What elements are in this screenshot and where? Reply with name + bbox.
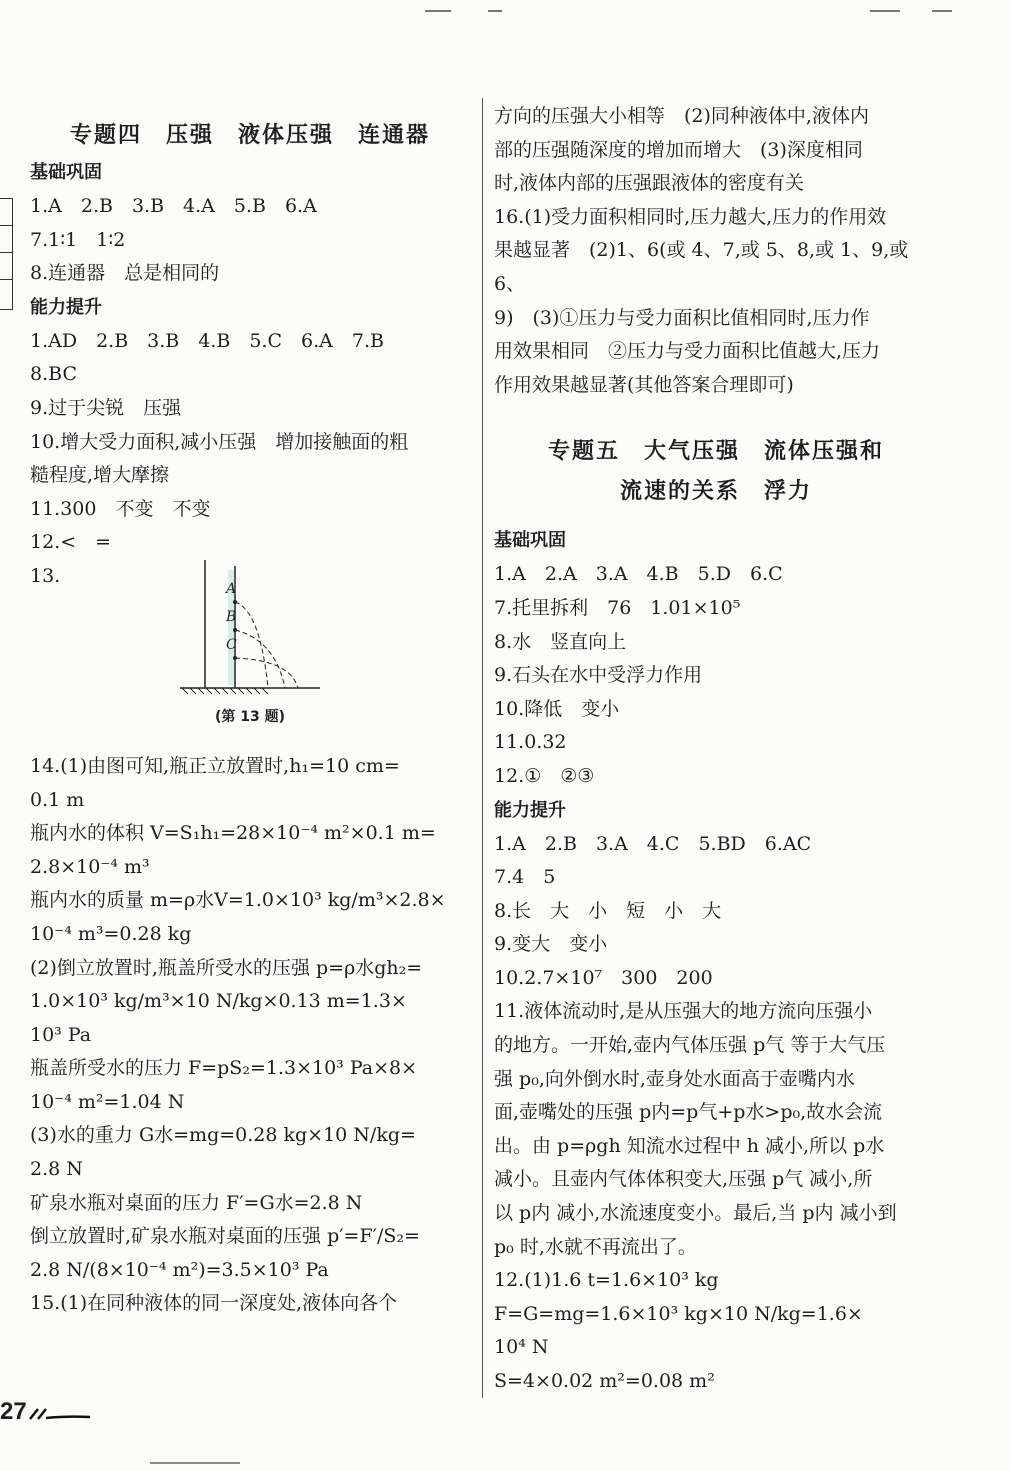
top-mark — [425, 10, 451, 12]
improve-answers — [494, 828, 938, 1399]
answer-line: 10.降低 变小 — [494, 697, 620, 720]
basic-answers — [494, 558, 938, 793]
answer-line: 倒立放置时,矿泉水瓶对桌面的压强 p′=F′/S₂= — [30, 1225, 420, 1248]
point-label-b: B — [226, 608, 237, 625]
answer-line: 10⁻⁴ m²=1.04 N — [30, 1090, 185, 1113]
improve-section-heading: 能力提升 — [494, 799, 566, 821]
answer-line: 7.托里拆利 76 1.01×10⁵ — [494, 596, 741, 619]
point-label-c: C — [226, 636, 237, 653]
column-divider — [482, 98, 483, 1398]
answer-line: 12.① ②③ — [494, 764, 595, 787]
answer-line: (2)倒立放置时,瓶盖所受水的压强 p=ρ水gh₂= — [30, 956, 423, 979]
answer-line: 8.水 竖直向上 — [494, 630, 627, 653]
answer-line: 10.2.7×10⁷ 300 200 — [494, 966, 713, 989]
top-mark — [932, 10, 952, 12]
answer-line: 10⁴ N — [494, 1336, 549, 1359]
answer-line: 11.0.32 — [494, 731, 567, 754]
point-label-a: A — [226, 580, 237, 597]
answer-line: 12.(1)1.6 t=1.6×10³ kg — [494, 1269, 719, 1292]
figure-caption: (第 13 题) — [214, 708, 286, 725]
basic-section-heading: 基础巩固 — [30, 162, 102, 183]
answer-line: 糙程度,增大摩擦 — [30, 464, 170, 487]
answer-line: 9.石头在水中受浮力作用 — [494, 664, 703, 687]
top-mark — [488, 10, 502, 12]
answer-line: 瓶内水的质量 m=ρ水V=1.0×10³ kg/m³×2.8× — [30, 889, 446, 912]
answer-line: 11.液体流动时,是从压强大的地方流向压强小 — [494, 1000, 873, 1023]
answer-line: 1.0×10³ kg/m³×10 N/kg×0.13 m=1.3× — [30, 990, 407, 1013]
figure-13 — [30, 560, 470, 750]
answer-line: 瓶内水的体积 V=S₁h₁=28×10⁻⁴ m²×0.1 m= — [30, 822, 436, 845]
answer-line: 强 p₀,向外倒水时,壶身处水面高于壶嘴内水 — [494, 1067, 855, 1090]
answer-line: 14.(1)由图可知,瓶正立放置时,h₁=10 cm= — [30, 754, 400, 777]
answer-line: F=G=mg=1.6×10³ kg×10 N/kg=1.6× — [494, 1302, 863, 1325]
answer-line: 7.1∶1 1∶2 — [30, 228, 126, 251]
answer-line: 部的压强随深度的增加而增大 (3)深度相同 — [494, 138, 863, 161]
answer-line: 1.A 2.B 3.A 4.C 5.BD 6.AC — [494, 832, 812, 855]
answer-line: (3)水的重力 G水=mg=0.28 kg×10 N/kg= — [30, 1124, 416, 1147]
answer-line: 16.(1)受力面积相同时,压力越大,压力的作用效 — [494, 205, 887, 228]
answer-line: 1.AD 2.B 3.B 4.B 5.C 6.A 7.B — [30, 329, 384, 352]
answer-line: 的地方。一开始,壶内气体压强 p气 等于大气压 — [494, 1034, 886, 1057]
improve-answers — [30, 325, 470, 560]
answer-line: 以 p内 减小,水流速度变小。最后,当 p内 减小到 — [494, 1202, 897, 1225]
answer-line: 10³ Pa — [30, 1023, 92, 1046]
answer-line: 矿泉水瓶对桌面的压力 F′=G水=2.8 N — [30, 1191, 363, 1214]
answer-line: 1.A 2.B 3.B 4.A 5.B 6.A — [30, 195, 317, 217]
answer-line: p₀ 时,水就不再流出了。 — [494, 1235, 697, 1258]
answer-line: 15.(1)在同种液体的同一深度处,液体向各个 — [30, 1292, 398, 1315]
container-pressure-diagram — [180, 560, 350, 700]
figure-number: 13. — [30, 564, 61, 587]
answer-line: 10.增大受力面积,减小压强 增加接触面的粗 — [30, 430, 409, 453]
answer-line: 9.变大 变小 — [494, 933, 608, 956]
answer-line: 2.8 N/(8×10⁻⁴ m²)=3.5×10³ Pa — [30, 1258, 329, 1281]
answer-line: S=4×0.02 m²=0.08 m² — [494, 1370, 715, 1392]
answer-line: 方向的压强大小相等 (2)同种液体中,液体内 — [494, 105, 869, 127]
answer-line: 9) (3)①压力与受力面积比值相同时,压力作 — [494, 306, 870, 329]
answer-line: 7.4 5 — [494, 866, 556, 889]
answer-line: 用效果相同 ②压力与受力面积比值越大,压力 — [494, 340, 881, 363]
answer-line: 面,壶嘴处的压强 p内=p气+p水>p₀,故水会流 — [494, 1101, 883, 1124]
answer-line: 0.1 m — [30, 788, 85, 811]
answer-line: 时,液体内部的压强跟液体的密度有关 — [494, 172, 805, 195]
worked-answers — [30, 750, 470, 1321]
answer-line: 10⁻⁴ m³=0.28 kg — [30, 922, 192, 945]
continued-answers — [494, 100, 938, 402]
answer-line: 1.A 2.A 3.A 4.B 5.D 6.C — [494, 563, 783, 586]
topic-5-title-line1: 专题五 大气压强 流体压强和 — [547, 439, 884, 465]
answer-line: 2.8 N — [30, 1158, 83, 1181]
basic-answers — [30, 190, 470, 291]
topic-5-title-line2: 流速的关系 浮力 — [619, 479, 812, 505]
left-edge-table — [0, 198, 13, 310]
bottom-mark — [150, 1462, 240, 1464]
topic-4-title: 专题四 压强 液体压强 连通器 — [69, 123, 430, 148]
page-number: 27 — [0, 1398, 27, 1425]
improve-section-heading: 能力提升 — [30, 296, 102, 318]
top-mark — [870, 10, 900, 12]
answer-line: 果越显著 (2)1、6(或 4、7,或 5、8,或 1、9,或 6、 — [494, 239, 915, 295]
answer-line: 瓶盖所受水的压力 F=pS₂=1.3×10³ Pa×8× — [30, 1057, 418, 1080]
right-column — [494, 100, 938, 1399]
answer-line: 9.过于尖锐 压强 — [30, 396, 182, 419]
left-column — [30, 116, 470, 1321]
answer-line: 8.长 大 小 短 小 大 — [494, 899, 722, 922]
answer-line: 8.连通器 总是相同的 — [30, 262, 220, 285]
decorative-swash-icon — [26, 1404, 96, 1428]
answer-line: 作用效果越显著(其他答案合理即可) — [494, 373, 794, 396]
answer-line: 2.8×10⁻⁴ m³ — [30, 855, 150, 878]
answer-line: 出。由 p=ρgh 知流水过程中 h 减小,所以 p水 — [494, 1134, 885, 1157]
answer-line: 8.BC — [30, 363, 77, 386]
answer-line: 12.< = — [30, 531, 112, 554]
answer-line: 减小。且壶内气体体积变大,压强 p气 减小,所 — [494, 1168, 873, 1191]
basic-section-heading: 基础巩固 — [494, 530, 566, 552]
answer-line: 11.300 不变 不变 — [30, 497, 211, 520]
